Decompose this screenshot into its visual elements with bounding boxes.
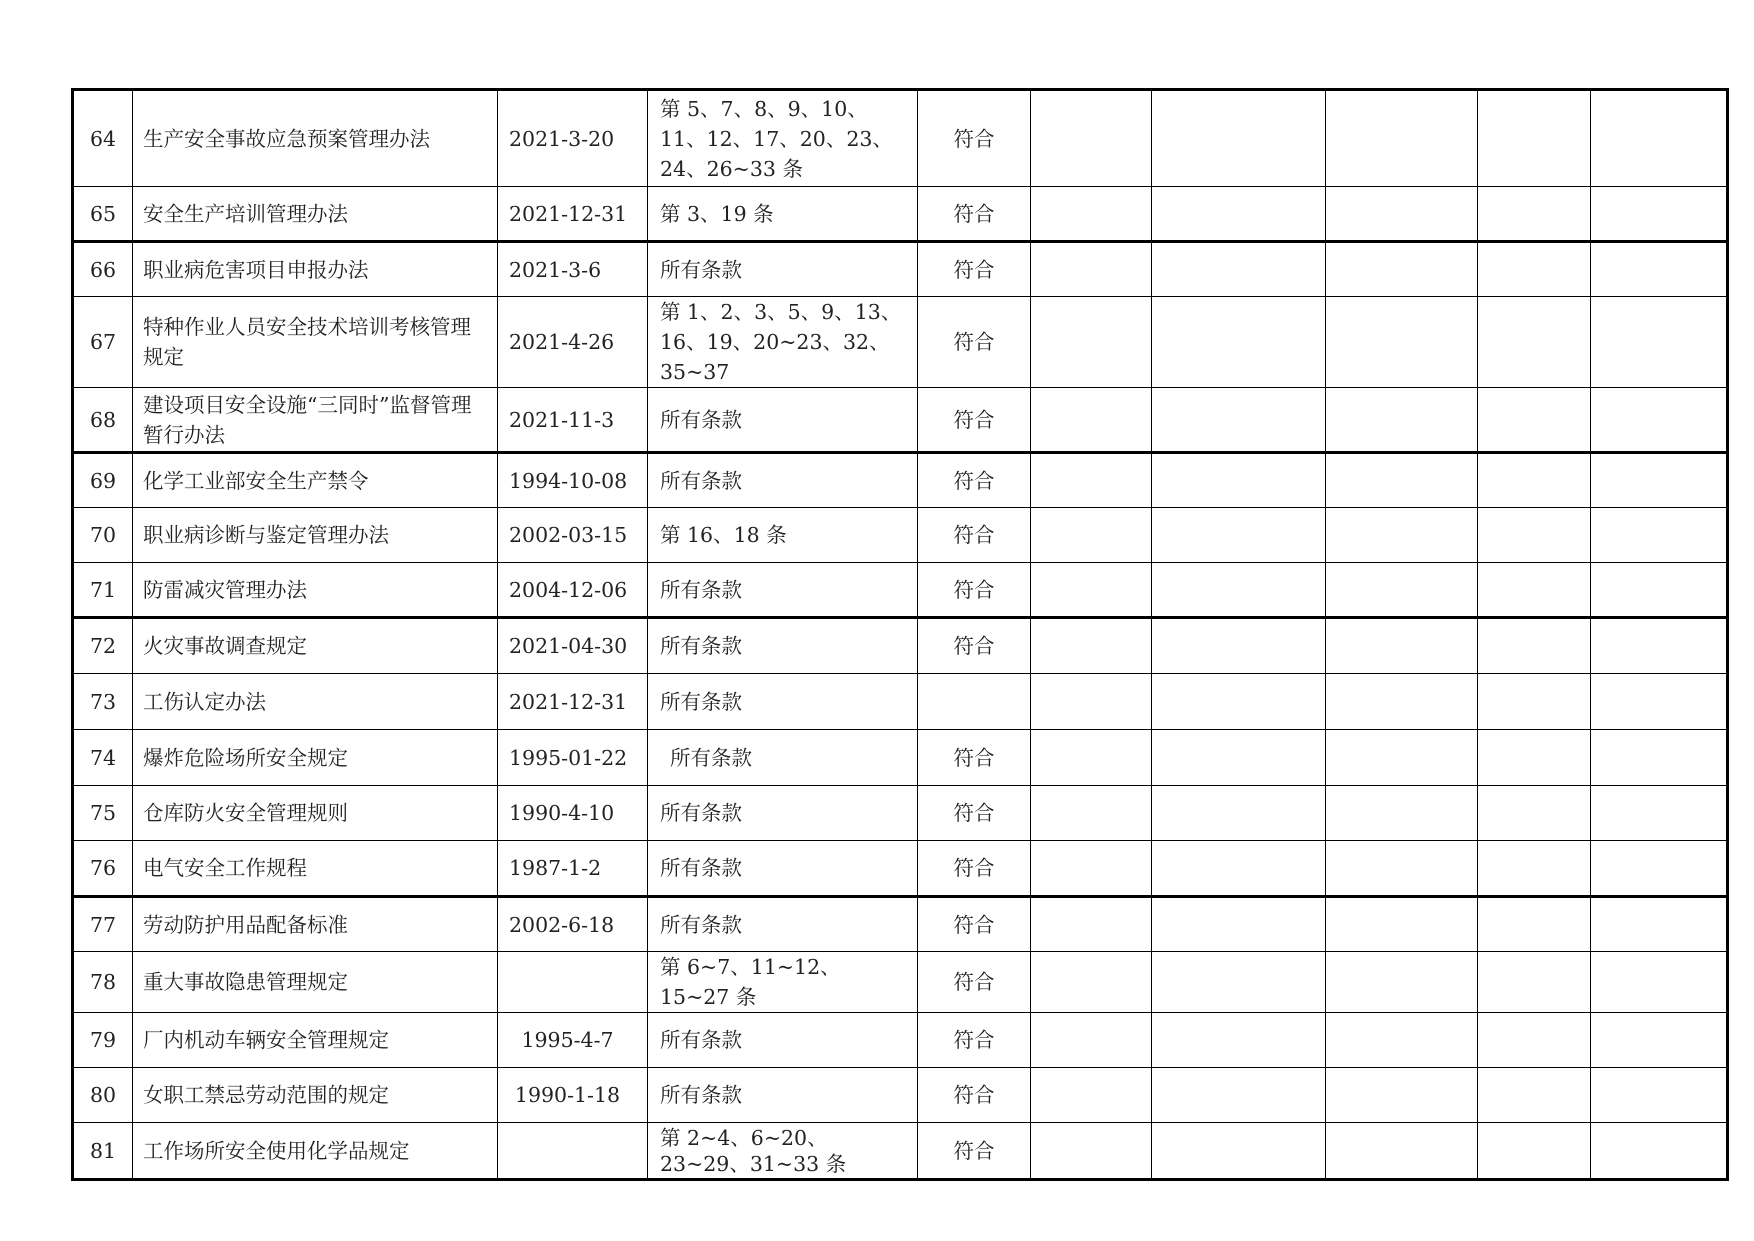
regulation-name: 厂内机动车辆安全管理规定	[133, 1013, 498, 1068]
regulation-name: 生产安全事故应急预案管理办法	[133, 90, 498, 187]
empty-cell	[1031, 297, 1152, 388]
compliance-result: 符合	[918, 1068, 1031, 1123]
compliance-result: 符合	[918, 841, 1031, 897]
empty-cell	[1591, 563, 1728, 618]
regulation-name: 安全生产培训管理办法	[133, 187, 498, 242]
empty-cell	[1478, 841, 1591, 897]
empty-cell	[1591, 242, 1728, 297]
empty-cell	[1031, 674, 1152, 730]
applicable-clauses: 所有条款	[648, 563, 918, 618]
table-row	[73, 618, 1728, 674]
empty-cell	[1326, 730, 1478, 786]
compliance-result: 符合	[918, 187, 1031, 242]
empty-cell	[1591, 508, 1728, 563]
applicable-clauses: 所有条款	[648, 1068, 918, 1123]
empty-cell	[1152, 786, 1326, 841]
empty-cell	[1478, 730, 1591, 786]
regulation-name: 化学工业部安全生产禁令	[133, 453, 498, 508]
empty-cell	[1152, 841, 1326, 897]
regulations-table	[71, 88, 1729, 1181]
empty-cell	[1326, 90, 1478, 187]
empty-cell	[1591, 730, 1728, 786]
issue-date: 1990-4-10	[498, 786, 648, 841]
regulation-name: 仓库防火安全管理规则	[133, 786, 498, 841]
empty-cell	[1326, 674, 1478, 730]
issue-date	[498, 1123, 648, 1180]
table-row	[73, 897, 1728, 952]
applicable-clauses: 第 16、18 条	[648, 508, 918, 563]
empty-cell	[1152, 297, 1326, 388]
issue-date	[498, 952, 648, 1013]
applicable-clauses: 所有条款	[648, 453, 918, 508]
compliance-result: 符合	[918, 786, 1031, 841]
empty-cell	[1478, 618, 1591, 674]
empty-cell	[1031, 1013, 1152, 1068]
empty-cell	[1591, 1013, 1728, 1068]
empty-cell	[1478, 563, 1591, 618]
applicable-clauses: 所有条款	[648, 786, 918, 841]
applicable-clauses: 所有条款	[648, 897, 918, 952]
issue-date: 2021-11-3	[498, 388, 648, 453]
regulation-name: 电气安全工作规程	[133, 841, 498, 897]
empty-cell	[1478, 187, 1591, 242]
empty-cell	[1326, 563, 1478, 618]
empty-cell	[1031, 618, 1152, 674]
empty-cell	[1031, 786, 1152, 841]
empty-cell	[1326, 841, 1478, 897]
table-row	[73, 1068, 1728, 1123]
issue-date: 2002-03-15	[498, 508, 648, 563]
empty-cell	[1152, 897, 1326, 952]
issue-date: 2021-12-31	[498, 187, 648, 242]
empty-cell	[1591, 674, 1728, 730]
empty-cell	[1031, 1068, 1152, 1123]
empty-cell	[1591, 786, 1728, 841]
empty-cell	[1031, 508, 1152, 563]
table-row	[73, 730, 1728, 786]
issue-date: 2002-6-18	[498, 897, 648, 952]
row-number: 79	[73, 1013, 133, 1068]
row-number: 68	[73, 388, 133, 453]
row-number: 80	[73, 1068, 133, 1123]
issue-date: 2021-12-31	[498, 674, 648, 730]
regulation-name: 劳动防护用品配备标准	[133, 897, 498, 952]
empty-cell	[1152, 618, 1326, 674]
empty-cell	[1591, 1123, 1728, 1180]
empty-cell	[1031, 730, 1152, 786]
empty-cell	[1326, 453, 1478, 508]
table-row	[73, 786, 1728, 841]
regulation-name: 职业病危害项目申报办法	[133, 242, 498, 297]
empty-cell	[1152, 90, 1326, 187]
compliance-result: 符合	[918, 90, 1031, 187]
table-row	[73, 1013, 1728, 1068]
empty-cell	[1031, 841, 1152, 897]
row-number: 69	[73, 453, 133, 508]
applicable-clauses: 所有条款	[648, 841, 918, 897]
empty-cell	[1478, 897, 1591, 952]
empty-cell	[1326, 1013, 1478, 1068]
issue-date: 2021-04-30	[498, 618, 648, 674]
table-row	[73, 952, 1728, 1013]
applicable-clauses: 第 6~7、11~12、15~27 条	[648, 952, 918, 1013]
regulation-name: 女职工禁忌劳动范围的规定	[133, 1068, 498, 1123]
compliance-result: 符合	[918, 618, 1031, 674]
table-row	[73, 508, 1728, 563]
table-row	[73, 563, 1728, 618]
empty-cell	[1031, 388, 1152, 453]
row-number: 78	[73, 952, 133, 1013]
empty-cell	[1591, 841, 1728, 897]
empty-cell	[1031, 453, 1152, 508]
regulation-name: 工作场所安全使用化学品规定	[133, 1123, 498, 1180]
regulation-name: 火灾事故调查规定	[133, 618, 498, 674]
table-row	[73, 388, 1728, 453]
empty-cell	[1326, 297, 1478, 388]
empty-cell	[1591, 618, 1728, 674]
empty-cell	[1031, 897, 1152, 952]
row-number: 70	[73, 508, 133, 563]
regulation-name: 防雷减灾管理办法	[133, 563, 498, 618]
empty-cell	[1031, 1123, 1152, 1180]
empty-cell	[1152, 453, 1326, 508]
compliance-result: 符合	[918, 1013, 1031, 1068]
applicable-clauses: 所有条款	[648, 674, 918, 730]
empty-cell	[1152, 730, 1326, 786]
regulation-name: 特种作业人员安全技术培训考核管理规定	[133, 297, 498, 388]
empty-cell	[1478, 388, 1591, 453]
applicable-clauses: 所有条款	[648, 730, 918, 786]
empty-cell	[1478, 242, 1591, 297]
empty-cell	[1326, 187, 1478, 242]
table-row	[73, 1123, 1728, 1180]
regulation-name: 职业病诊断与鉴定管理办法	[133, 508, 498, 563]
empty-cell	[1326, 897, 1478, 952]
applicable-clauses: 第 5、7、8、9、10、11、12、17、20、23、24、26~33 条	[648, 90, 918, 187]
empty-cell	[1478, 1068, 1591, 1123]
row-number: 65	[73, 187, 133, 242]
applicable-clauses: 所有条款	[648, 1013, 918, 1068]
empty-cell	[1152, 187, 1326, 242]
empty-cell	[1152, 508, 1326, 563]
table-row	[73, 674, 1728, 730]
empty-cell	[1031, 90, 1152, 187]
empty-cell	[1152, 242, 1326, 297]
row-number: 81	[73, 1123, 133, 1180]
table-row	[73, 90, 1728, 187]
row-number: 76	[73, 841, 133, 897]
empty-cell	[1478, 952, 1591, 1013]
empty-cell	[1478, 453, 1591, 508]
applicable-clauses: 所有条款	[648, 242, 918, 297]
issue-date: 2021-3-6	[498, 242, 648, 297]
empty-cell	[1478, 1123, 1591, 1180]
empty-cell	[1478, 297, 1591, 388]
row-number: 67	[73, 297, 133, 388]
empty-cell	[1031, 952, 1152, 1013]
row-number: 71	[73, 563, 133, 618]
empty-cell	[1591, 187, 1728, 242]
empty-cell	[1326, 242, 1478, 297]
applicable-clauses: 所有条款	[648, 618, 918, 674]
empty-cell	[1326, 1068, 1478, 1123]
empty-cell	[1152, 1013, 1326, 1068]
empty-cell	[1478, 786, 1591, 841]
compliance-result	[918, 674, 1031, 730]
empty-cell	[1591, 297, 1728, 388]
empty-cell	[1031, 242, 1152, 297]
table-row	[73, 841, 1728, 897]
row-number: 64	[73, 90, 133, 187]
compliance-result: 符合	[918, 453, 1031, 508]
row-number: 73	[73, 674, 133, 730]
empty-cell	[1591, 897, 1728, 952]
issue-date: 2004-12-06	[498, 563, 648, 618]
empty-cell	[1478, 674, 1591, 730]
compliance-result: 符合	[918, 563, 1031, 618]
row-number: 77	[73, 897, 133, 952]
compliance-result: 符合	[918, 297, 1031, 388]
empty-cell	[1326, 952, 1478, 1013]
empty-cell	[1591, 1068, 1728, 1123]
regulation-name: 重大事故隐患管理规定	[133, 952, 498, 1013]
empty-cell	[1031, 563, 1152, 618]
issue-date: 1995-01-22	[498, 730, 648, 786]
issue-date: 2021-3-20	[498, 90, 648, 187]
table-row	[73, 187, 1728, 242]
empty-cell	[1591, 388, 1728, 453]
compliance-result: 符合	[918, 897, 1031, 952]
issue-date: 1987-1-2	[498, 841, 648, 897]
compliance-result: 符合	[918, 952, 1031, 1013]
issue-date: 2021-4-26	[498, 297, 648, 388]
empty-cell	[1591, 453, 1728, 508]
compliance-result: 符合	[918, 730, 1031, 786]
row-number: 75	[73, 786, 133, 841]
empty-cell	[1152, 674, 1326, 730]
empty-cell	[1031, 187, 1152, 242]
regulation-name: 爆炸危险场所安全规定	[133, 730, 498, 786]
compliance-result: 符合	[918, 508, 1031, 563]
compliance-result: 符合	[918, 388, 1031, 453]
applicable-clauses: 第 2~4、6~20、23~29、31~33 条	[648, 1123, 918, 1180]
issue-date: 1995-4-7	[498, 1013, 648, 1068]
compliance-result: 符合	[918, 1123, 1031, 1180]
issue-date: 1990-1-18	[498, 1068, 648, 1123]
empty-cell	[1591, 952, 1728, 1013]
empty-cell	[1478, 1013, 1591, 1068]
compliance-result: 符合	[918, 242, 1031, 297]
regulation-name: 建设项目安全设施“三同时”监督管理暂行办法	[133, 388, 498, 453]
empty-cell	[1152, 952, 1326, 1013]
empty-cell	[1326, 388, 1478, 453]
table-row	[73, 453, 1728, 508]
issue-date: 1994-10-08	[498, 453, 648, 508]
empty-cell	[1591, 90, 1728, 187]
applicable-clauses: 所有条款	[648, 388, 918, 453]
applicable-clauses: 第 1、2、3、5、9、13、16、19、20~23、32、35~37	[648, 297, 918, 388]
empty-cell	[1326, 618, 1478, 674]
empty-cell	[1152, 388, 1326, 453]
regulation-name: 工伤认定办法	[133, 674, 498, 730]
row-number: 74	[73, 730, 133, 786]
empty-cell	[1326, 508, 1478, 563]
table-row	[73, 297, 1728, 388]
empty-cell	[1478, 90, 1591, 187]
empty-cell	[1152, 1123, 1326, 1180]
empty-cell	[1326, 786, 1478, 841]
row-number: 66	[73, 242, 133, 297]
empty-cell	[1478, 508, 1591, 563]
empty-cell	[1326, 1123, 1478, 1180]
table-row	[73, 242, 1728, 297]
empty-cell	[1152, 563, 1326, 618]
empty-cell	[1152, 1068, 1326, 1123]
row-number: 72	[73, 618, 133, 674]
applicable-clauses: 第 3、19 条	[648, 187, 918, 242]
